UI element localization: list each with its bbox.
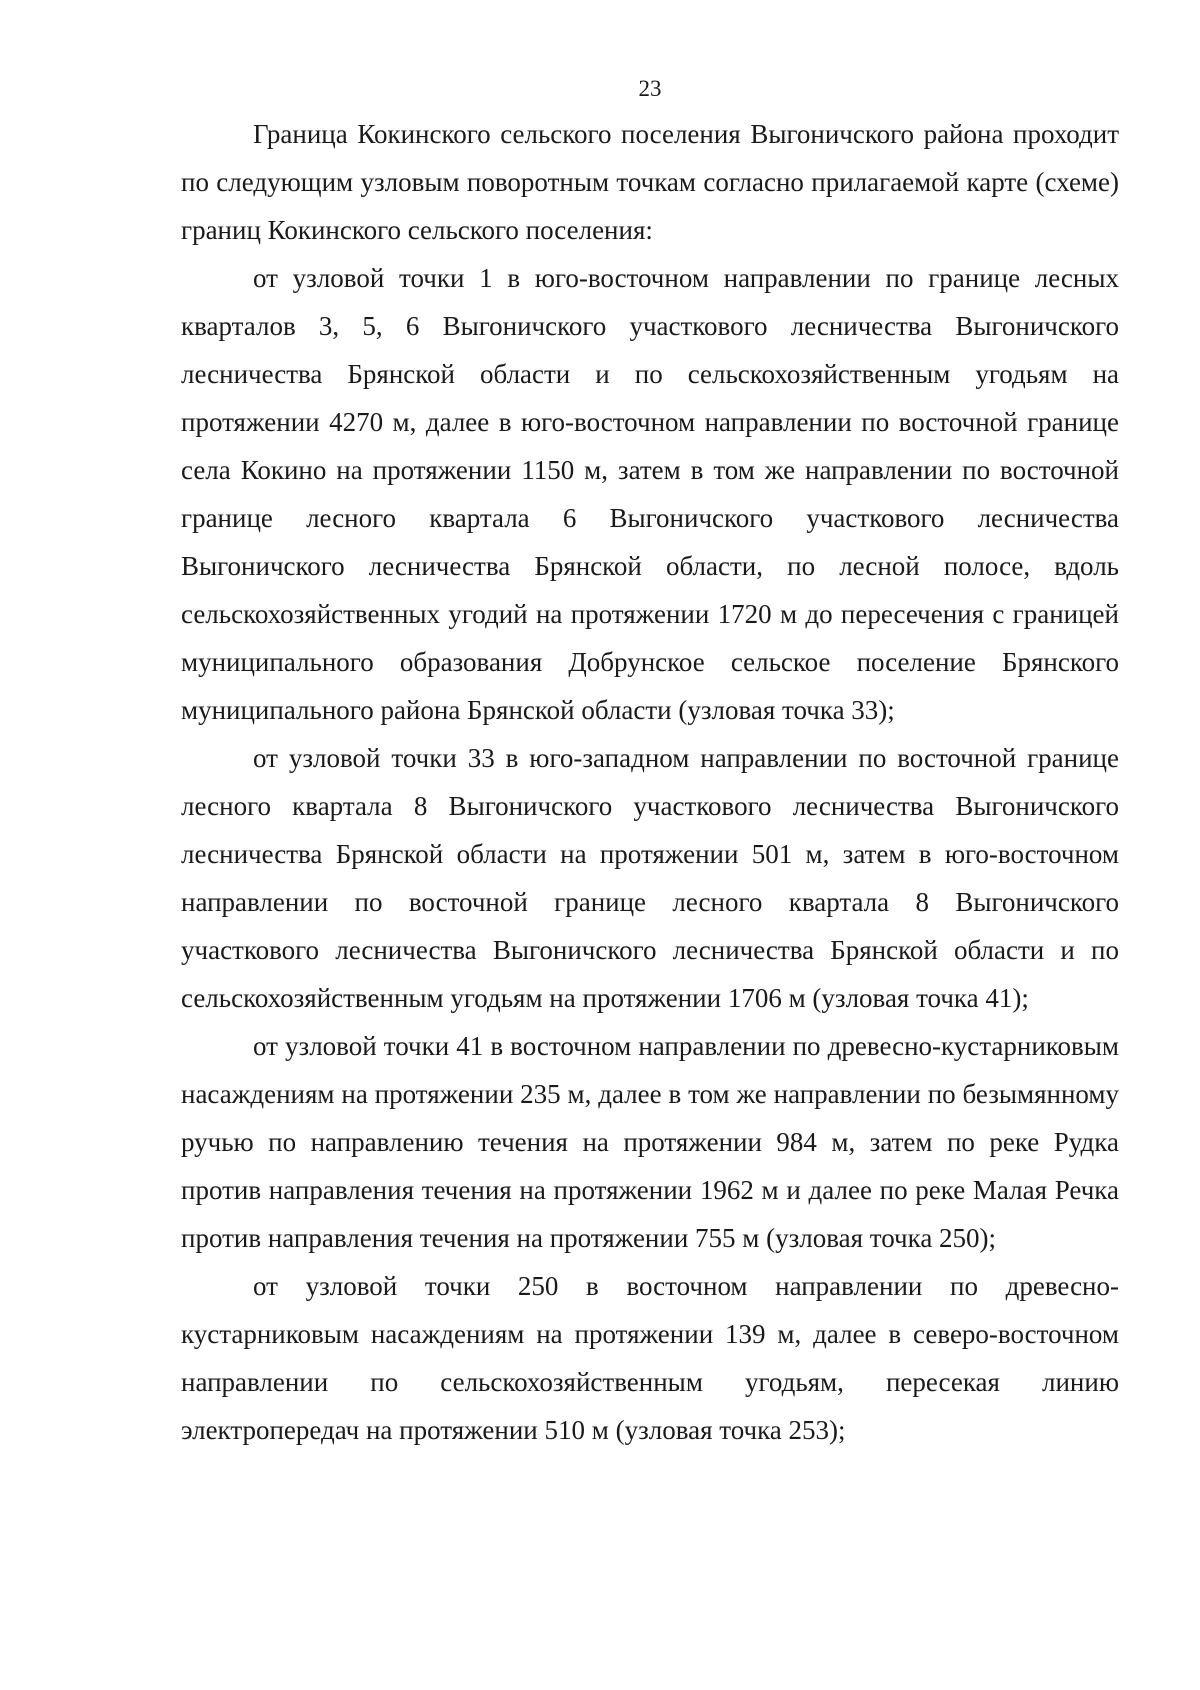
paragraph-segment-41-250: от узловой точки 41 в восточном направлении по древесно-кустарниковым насаждениям на протяжении 235 м, далее в том же направлении по безымянному ручью по направлению течения на протяжении 984 м, затем по реке Рудка против направления течения на протяжении 1962 м и далее по реке Малая Речка против направления течения на протяжении 755 м (узловая точка 250); — [181, 1031, 1119, 1253]
paragraph-segment-1-33: от узловой точки 1 в юго-восточном направлении по границе лесных кварталов 3, 5, 6 Выгоничского участкового лесничества Выгоничского лесничества Брянской области и по сельскохозяйственным угодьям на протяжении 4270 м, далее в юго-восточном направлении по восточной границе села Кокино на протяжении 1150 м, затем в том же направлении по восточной границе лесного квартала 6 Выгоничского участкового лесничества Выгоничского лесничества Брянской области, по лесной полосе, вдоль сельскохозяйственных угодий на протяжении 1720 м до пересечения с границей муниципального образования Добрунское сельское поселение Брянского муниципального района Брянской области (узловая точка 33); — [181, 263, 1119, 725]
paragraph-segment-250-253: от узловой точки 250 в восточном направлении по древесно-кустарниковым насаждениям на протяжении 139 м, далее в северо-восточном направлении по сельскохозяйственным угодьям, пересекая линию электропередач на протяжении 510 м (узловая точка 253); — [181, 1271, 1119, 1445]
page-number: 23 — [638, 76, 662, 101]
document-body — [181, 110, 1119, 1454]
paragraph-segment-33-41: от узловой точки 33 в юго-западном направлении по восточной границе лесного квартала 8 Выгоничского участкового лесничества Выгоничского лесничества Брянской области на протяжении 501 м, затем в юго-восточном направлении по восточной границе лесного квартала 8 Выгоничского участкового лесничества Выгоничского лесничества Брянской области и по сельскохозяйственным угодьям на протяжении 1706 м (узловая точка 41); — [181, 743, 1119, 1013]
paragraph-intro: Граница Кокинского сельского поселения Выгоничского района проходит по следующим узловым поворотным точкам согласно прилагаемой карте (схеме) границ Кокинского сельского поселения: — [181, 119, 1119, 245]
